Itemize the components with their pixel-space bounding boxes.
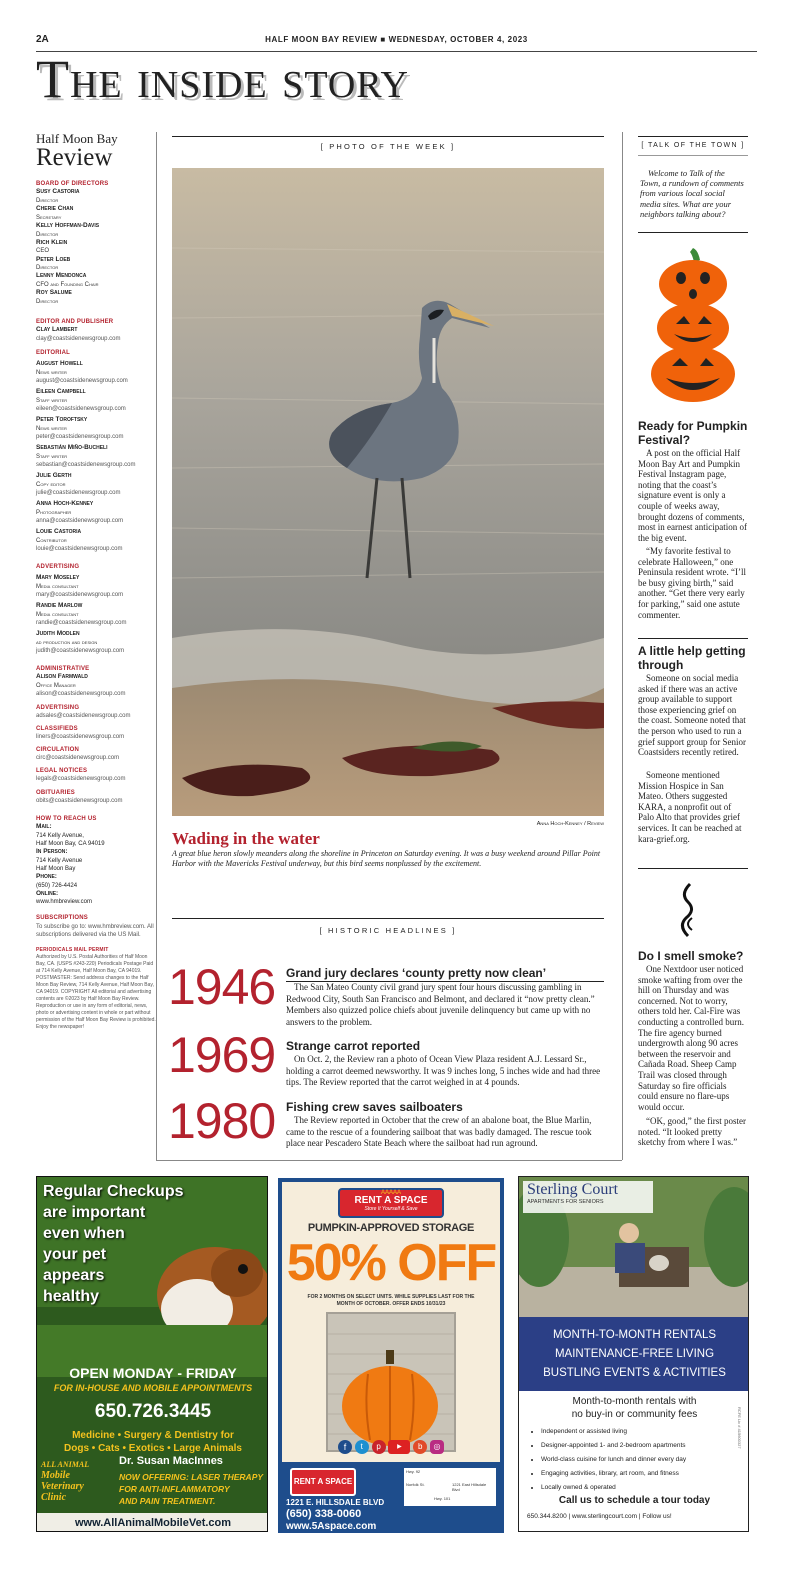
staff-name: Roy Salume	[36, 289, 72, 297]
offer-line: NOW OFFERING: LASER THERAPY	[119, 1472, 264, 1482]
editor-heading: EDITOR AND PUBLISHER	[36, 319, 114, 326]
talk-item-head: Do I smell smoke?	[638, 949, 744, 963]
jack-o-lantern-stack	[648, 246, 738, 404]
staff-name: Kelly Hoffman-Davis	[36, 221, 100, 229]
page-number: 2A	[36, 34, 49, 45]
staff-email[interactable]: peter@coastsidenewsgroup.com	[36, 433, 124, 440]
map-label: Hwy. 92	[406, 1469, 421, 1474]
contact-heading: CIRCULATION	[36, 747, 80, 754]
staff-email[interactable]: louie@coastsidenewsgroup.com	[36, 545, 123, 552]
board-list	[36, 188, 156, 306]
staff-email[interactable]: sebastian@coastsidenewsgroup.com	[36, 461, 136, 468]
staff-name: Randie Marlow	[36, 601, 83, 609]
banner-line: MAINTENANCE-FREE LIVING	[554, 1348, 715, 1360]
contact-list	[36, 704, 156, 805]
map-label: Norfolk St.	[406, 1482, 425, 1487]
mail-line: Half Moon Bay, CA 94019	[36, 840, 105, 847]
staff-box	[36, 132, 156, 1031]
storage-door	[326, 1312, 456, 1452]
section-rule	[638, 155, 748, 156]
vet-appointments: FOR IN-HOUSE AND MOBILE APPOINTMENTS	[53, 1383, 253, 1393]
staff-email[interactable]: judith@coastsidenewsgroup.com	[36, 647, 125, 654]
staff-email[interactable]: mary@coastsidenewsgroup.com	[36, 591, 124, 598]
talk-item-para: Someone mentioned Mission Hospice in San Mateo. Others suggested KARA, a nonprofit out of Palo Alto that provides grief services. It can be reached at kara-grief.org.	[638, 770, 742, 844]
smoke-icon	[668, 880, 708, 938]
staff-role: News writer	[36, 369, 67, 376]
service-line: Dogs • Cats • Exotics • Large Animals	[64, 1443, 242, 1454]
talk-item-para: One Nextdoor user noticed smoke wafting from over the hill on Thursday and was concerned. Not to worry, others told her. Cal-Fire was conducting a controlled burn. The fire agency burned undergrowth along 90 acres between the reservoir and Cañada Road. Sheep Camp Trail was closed through Saturday so fire officials could ensure no flare-ups would occur.	[638, 964, 744, 1112]
staff-role: Media consultant	[36, 583, 79, 590]
staff-entry	[36, 416, 156, 441]
person-label: In Person:	[36, 847, 68, 855]
sterling-cta: Call us to schedule a tour today	[558, 1495, 711, 1506]
logo-line: Clinic	[41, 1492, 67, 1503]
staff-name: Susy Castoria	[36, 188, 80, 196]
dateline: HALF MOON BAY REVIEW ■ WEDNESDAY, OCTOBER 4, 2023	[265, 35, 528, 44]
vet-offer	[119, 1471, 268, 1507]
logo-line: Mobile	[41, 1470, 70, 1481]
permit-heading: PERIODICALS MAIL PERMIT	[36, 946, 109, 953]
staff-entry	[36, 472, 156, 497]
bullet-item: • Designer-appointed 1- and 2-bedroom apartments	[541, 1439, 741, 1453]
offer-line: AND PAIN TREATMENT.	[119, 1496, 216, 1506]
staff-entry	[36, 289, 156, 306]
sterling-logo: Sterling Court	[527, 1181, 619, 1198]
staff-role: Media consultant	[36, 611, 79, 618]
talk-kicker: [ TALK OF THE TOWN ]	[641, 142, 745, 149]
contact-email[interactable]: obits@coastsidenewsgroup.com	[36, 797, 123, 804]
headline-line: your pet	[43, 1246, 107, 1263]
banner-line: MONTH-TO-MONTH RENTALS	[552, 1329, 717, 1341]
sub-line: Month-to-month rentals with	[572, 1396, 697, 1407]
sterling-banner	[519, 1317, 749, 1391]
staff-role: News writer	[36, 425, 67, 432]
sterling-license: RCFE Lic # 415600327	[737, 1407, 742, 1449]
storage-terms: FOR 2 MONTHS ON SELECT UNITS. WHILE SUPPLIES LAST FOR THE MONTH OF OCTOBER. OFFER ENDS 10/31/23	[307, 1294, 475, 1307]
subscriptions-heading: SUBSCRIPTIONS	[36, 915, 88, 922]
staff-name: Judith Modlen	[36, 629, 80, 637]
historic-year: 1969	[168, 1027, 276, 1083]
storage-map	[404, 1468, 496, 1506]
section-rule	[172, 136, 604, 137]
online-value[interactable]: www.hmbreview.com	[36, 899, 93, 906]
staff-email[interactable]: randie@coastsidenewsgroup.com	[36, 619, 127, 626]
sterling-sub	[519, 1395, 749, 1421]
talk-item-head: A little help getting through	[638, 644, 746, 672]
contact-heading: OBITUARIES	[36, 789, 76, 796]
staff-name: August Howell	[36, 360, 83, 368]
bullet-item: • Engaging activities, library, art room, and fitness	[541, 1467, 741, 1481]
section-rule	[638, 638, 748, 639]
historic-year: 1946	[168, 959, 276, 1015]
blog-icon[interactable]: b	[413, 1440, 427, 1454]
storage-address: 1221 E. HILLSDALE BLVD	[286, 1498, 385, 1507]
headline-line: appears	[43, 1267, 105, 1284]
sterling-logo-box	[523, 1181, 653, 1213]
person-line: Half Moon Bay	[36, 865, 76, 872]
photo-credit: Anna Hoch-Kenney / Review	[536, 821, 604, 827]
contact-email[interactable]: adsales@coastsidenewsgroup.com	[36, 712, 131, 719]
staff-role: Staff writer	[36, 453, 68, 460]
section-rule	[638, 232, 748, 233]
historic-body: The Review reported in October that the crew of an abalone boat, the Blue Marlin, came to the rescue of a foundering sailboat that was badly damaged. The rescue took place near Pescadero State Beach where the sailboat had run aground.	[286, 1115, 592, 1149]
staff-entry	[36, 388, 156, 413]
map-label: Hwy. 101	[434, 1496, 451, 1501]
sterling-bullets	[541, 1425, 741, 1495]
vet-doctor: Dr. Susan MacInnes	[119, 1455, 223, 1467]
storage-ad[interactable]	[278, 1178, 504, 1533]
vet-logo	[41, 1459, 115, 1503]
phone-label: Phone:	[36, 872, 57, 880]
staff-entry	[36, 272, 156, 289]
staff-entry	[36, 222, 156, 239]
staff-name: Sebastián Miño-Bucheli	[36, 444, 108, 452]
staff-name: Lenny Mendonca	[36, 272, 87, 280]
staff-name: Rich Klein	[36, 238, 68, 246]
storage-headline: PUMPKIN-APPROVED STORAGE	[307, 1222, 475, 1234]
staff-name: Louie Castoria	[36, 527, 82, 535]
historic-body: On Oct. 2, the Review ran a photo of Ocean View Plaza resident A.J. Lessard Sr., holding a carrot deemed newsworthy. It was 9 inches long, 5 inches wide and had three tips. The Review reported that the carrot weighed in at 4 pounds.	[286, 1054, 601, 1088]
historic-title: Strange carrot reported	[286, 1039, 421, 1053]
staff-name: Julie Gerth	[36, 471, 72, 479]
section-rule	[638, 868, 748, 869]
contact-email[interactable]: liners@coastsidenewsgroup.com	[36, 734, 125, 741]
staff-email[interactable]: anna@coastsidenewsgroup.com	[36, 517, 124, 524]
permit-text: Authorized by U.S. Postal Authorities of Half Moon Bay, CA. (USPS #243-220) Periodicals Postage Paid at 714 Kelly Avenue, Half Moon Bay, CA 94019. POSTMASTER: Send address changes to the Half Moon Bay Review, 714 Kelly Avenue, Half Moon Bay, CA 94019. COPYRIGHT All editorial and advertising contents are ©2023 by Half Moon Bay Review. Reproduction or use in any form of editorial, news, photo or advertising content in whole or part without permission of the Half Moon Bay Review is prohibited. Enjoy the newspaper!	[36, 953, 156, 1030]
vet-ad[interactable]	[36, 1176, 268, 1532]
sub-line: no buy-in or community fees	[571, 1409, 698, 1420]
staff-email[interactable]: eileen@coastsidenewsgroup.com	[36, 405, 126, 412]
staff-entry	[36, 256, 156, 273]
section-rule	[638, 136, 748, 137]
sterling-ad[interactable]	[518, 1176, 749, 1532]
talk-item-para: Someone on social media asked if there was an active group available to support those experiencing grief on the coast. Someone noted that the person who used to run a grief support group for Senior Coastsiders recently retired.	[638, 673, 746, 758]
headline-line: are important	[43, 1204, 146, 1221]
staff-role: Staff writer	[36, 397, 68, 404]
staff-email[interactable]: julie@coastsidenewsgroup.com	[36, 489, 121, 496]
service-line: Medicine • Surgery & Dentistry for	[72, 1430, 234, 1441]
reach-heading: HOW TO REACH US	[36, 815, 97, 822]
contact-email[interactable]: circ@coastsidenewsgroup.com	[36, 755, 120, 762]
staff-name: Anna Hoch-Kenney	[36, 499, 94, 507]
staff-name: Mary Moseley	[36, 573, 80, 581]
bullet-item: • Locally owned & operated	[541, 1481, 741, 1495]
review-logo: Review	[36, 144, 113, 171]
staff-entry	[36, 188, 156, 205]
caption-headline: Wading in the water	[172, 829, 320, 848]
talk-intro: Welcome to Talk of the Town, a rundown of comments from various local social media sites. What are your neighbors talking about?	[640, 168, 744, 219]
staff-entry	[36, 360, 156, 385]
vet-headline	[43, 1181, 243, 1307]
staff-name: Cherie Chan	[36, 204, 74, 212]
section-rule	[156, 1160, 622, 1161]
staff-entry	[36, 602, 156, 627]
banner-line: BUSTLING EVENTS & ACTIVITIES	[543, 1367, 726, 1379]
logo-line: Veterinary	[41, 1481, 84, 1492]
talk-item-para: “OK, good,” the first poster noted. “It looked pretty sketchy from where I was.”	[638, 1116, 746, 1148]
sterling-tagline: APARTMENTS FOR SENIORS	[527, 1199, 604, 1205]
historic-year: 1980	[168, 1093, 276, 1149]
caption-text: A great blue heron slowly meanders along the shoreline in Princeton on Saturday evening. It was a busy weekend around Pillar Point Harbor with the Mavericks Festival underway, but this bird seems nonplussed by the excitement.	[172, 849, 601, 869]
storage-logo	[338, 1188, 444, 1218]
staff-role: Copy editor	[36, 481, 66, 488]
headline-line: healthy	[43, 1288, 100, 1305]
logo-line: ALL ANIMAL	[41, 1460, 90, 1469]
twitter-icon[interactable]: t	[355, 1440, 369, 1454]
youtube-icon[interactable]: ▶	[388, 1440, 410, 1454]
staff-role: CEO	[36, 248, 50, 255]
map-label: 1221 East Hillsdale Blvd	[452, 1482, 487, 1492]
staff-role: Director	[36, 265, 59, 272]
social-icons	[338, 1440, 444, 1456]
talk-item-head: Ready for Pumpkin Festival?	[638, 419, 748, 447]
section-rule	[172, 918, 604, 919]
staff-name: Peter Loeb	[36, 255, 71, 263]
contact-email[interactable]: legals@coastsidenewsgroup.com	[36, 776, 126, 783]
staff-role: Director	[36, 231, 59, 238]
admin-heading: ADMINISTRATIVE	[36, 665, 90, 672]
logo-tagline: Store It Yourself & Save	[364, 1206, 418, 1212]
staff-name: Peter Toroftsky	[36, 416, 88, 424]
staff-role: Photographer	[36, 509, 72, 516]
person-line: 714 Kelly Avenue	[36, 857, 83, 864]
bullet-item: • World-class cuisine for lunch and dinner every day	[541, 1453, 741, 1467]
historic-title: Fishing crew saves sailboaters	[286, 1100, 463, 1114]
headline-line: Regular Checkups	[43, 1183, 184, 1200]
photo-kicker: [ PHOTO OF THE WEEK ]	[320, 142, 456, 151]
review-logo-small: Half Moon Bay	[36, 131, 118, 146]
staff-entry	[36, 239, 156, 256]
storage-phone[interactable]: (650) 338-0060	[286, 1508, 362, 1520]
subscriptions-text: To subscribe go to: www.hmbreview.com. All subscriptions delivered via the US Mail.	[36, 923, 154, 938]
staff-name: Alison Farmwald	[36, 672, 88, 680]
board-heading: BOARD OF DIRECTORS	[36, 181, 109, 187]
pinterest-icon[interactable]: p	[372, 1440, 386, 1454]
talk-item-para: A post on the official Half Moon Bay Art and Pumpkin Festival Instagram page, noting that the coast’s signature event is only a couple of weeks away, brought dozens of comments, most in earnest anticipation of the big event.	[638, 448, 747, 543]
staff-entry	[36, 444, 156, 469]
offer-line: FOR ANTI-INFLAMMATORY	[119, 1484, 230, 1494]
vet-hours: OPEN MONDAY - FRIDAY	[69, 1365, 237, 1381]
logo-brand: RENT A SPACE	[354, 1195, 428, 1206]
instagram-icon[interactable]: ◎	[430, 1440, 444, 1454]
staff-role: ad production and design	[36, 639, 98, 646]
storage-logo-small: RENT A SPACE	[290, 1468, 356, 1496]
staff-role: CFO and Founding Chair	[36, 282, 99, 289]
vet-phone[interactable]: 650.726.3445	[94, 1401, 212, 1422]
staff-entry	[36, 205, 156, 222]
column-divider	[622, 132, 623, 1160]
historic-kicker: [ HISTORIC HEADLINES ]	[319, 926, 457, 935]
advertising-heading: ADVERTISING	[36, 563, 80, 570]
facebook-icon[interactable]: f	[338, 1440, 352, 1454]
online-label: Online:	[36, 889, 59, 897]
column-divider	[156, 132, 157, 1160]
staff-email[interactable]: clay@coastsidenewsgroup.com	[36, 335, 121, 342]
staff-entry	[36, 630, 156, 655]
mail-label: Mail:	[36, 822, 52, 830]
staff-role: Contributor	[36, 537, 67, 544]
staff-email[interactable]: august@coastsidenewsgroup.com	[36, 378, 128, 385]
contact-heading: CLASSIFIEDS	[36, 726, 78, 733]
staff-role: Director	[36, 197, 59, 204]
staff-entry	[36, 574, 156, 599]
advertising-list	[36, 574, 156, 655]
staff-role: Office Manager	[36, 682, 76, 689]
phone-value: (650) 726-4424	[36, 882, 78, 889]
talk-item-para: “My favorite festival to celebrate Halloween,” one Peninsula resident wrote. “I’ll be busy giving birth,” said another. “Get there very early for parking,” said one astute commenter.	[638, 546, 746, 620]
staff-name: Eileen Campbell	[36, 388, 86, 396]
historic-title: Grand jury declares ‘county pretty now clean’	[286, 966, 547, 980]
staff-name: Clay Lambert	[36, 326, 78, 334]
headline-line: even when	[43, 1225, 125, 1242]
staff-role: Secretary	[36, 214, 62, 221]
contact-heading: LEGAL NOTICES	[36, 768, 88, 775]
contact-heading: ADVERTISING	[36, 704, 80, 711]
bullet-item: • Independent or assisted living	[541, 1425, 741, 1439]
pumpkin-illustration	[328, 1314, 454, 1450]
storage-url[interactable]: www.5Aspace.com	[286, 1521, 377, 1532]
sterling-footer[interactable]: 650.344.8200 | www.sterlingcourt.com | Follow us!	[527, 1513, 672, 1520]
staff-entry	[36, 528, 156, 553]
staff-role: Director	[36, 299, 59, 306]
storage-offer: 50% OFF	[286, 1234, 496, 1292]
staff-email[interactable]: alison@coastsidenewsgroup.com	[36, 690, 126, 697]
vet-url[interactable]: www.AllAnimalMobileVet.com	[37, 1513, 268, 1532]
section-title: The inside story	[36, 49, 409, 109]
heron-illustration	[172, 168, 604, 816]
editorial-list	[36, 360, 156, 553]
editorial-heading: EDITORIAL	[36, 350, 71, 357]
historic-body: The San Mateo County civil grand jury spent four hours discussing gambling in Redwood City, South San Francisco and Belmont, and declared it “now pretty clean.” Members also quizzed police chiefs about juvenile delinquency but came up with no answers to the problem.	[286, 982, 595, 1028]
staff-entry	[36, 500, 156, 525]
vet-services	[37, 1429, 268, 1455]
heron-photo	[172, 168, 604, 816]
mail-line: 714 Kelly Avenue,	[36, 832, 84, 839]
logo-stars: AAAAA	[380, 1190, 401, 1196]
